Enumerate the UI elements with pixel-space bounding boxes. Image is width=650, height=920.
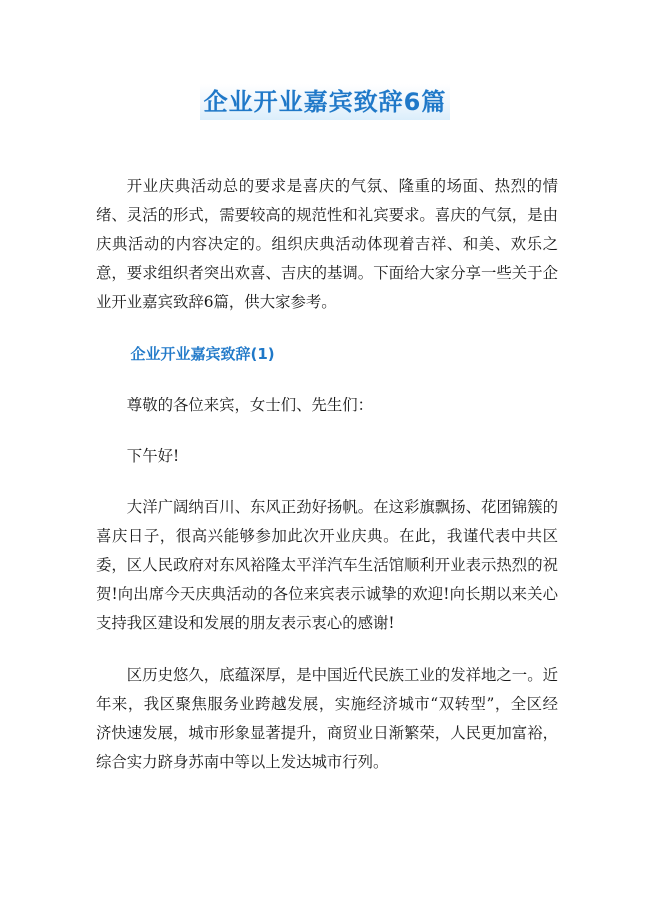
body-paragraph-2: 区历史悠久，底蕴深厚，是中国近代民族工业的发祥地之一。近年来，我区聚焦服务业跨越发展，实施经济城市“双转型”，全区经济快速发展，城市形象显著提升，商贸业日渐繁荣，人民更加富裕，综合实力跻身苏南中等以上发达城市行列。	[96, 666, 558, 771]
document-body	[96, 172, 558, 800]
intro-paragraph: 开业庆典活动总的要求是喜庆的气氛、隆重的场面、热烈的情绪、灵活的形式，需要较高的规范性和礼宾要求。喜庆的气氛，是由庆典活动的内容决定的。组织庆典活动体现着吉祥、和美、欢乐之意，要求组织者突出欢喜、吉庆的基调。下面给大家分享一些关于企业开业嘉宾致辞6篇，供大家参考。	[96, 177, 558, 311]
section-heading: 企业开业嘉宾致辞(1)	[130, 345, 275, 363]
body-paragraph-1: 大洋广阔纳百川、东风正劲好扬帆。在这彩旗飘扬、花团锦簇的喜庆日子，很高兴能够参加此次开业庆典。在此，我谨代表中共区委，区人民政府对东风裕隆太平洋汽车生活馆顺利开业表示热烈的祝贺!向出席今天庆典活动的各位来宾表示诚挚的欢迎!向长期以来关心支持我区建设和发展的朋友表示衷心的感谢!	[96, 498, 558, 632]
greeting-paragraph: 下午好!	[126, 447, 180, 465]
title-container	[0, 84, 650, 120]
document-title: 企业开业嘉宾致辞6篇	[200, 84, 451, 120]
salutation-paragraph: 尊敬的各位来宾，女士们、先生们：	[126, 396, 374, 414]
